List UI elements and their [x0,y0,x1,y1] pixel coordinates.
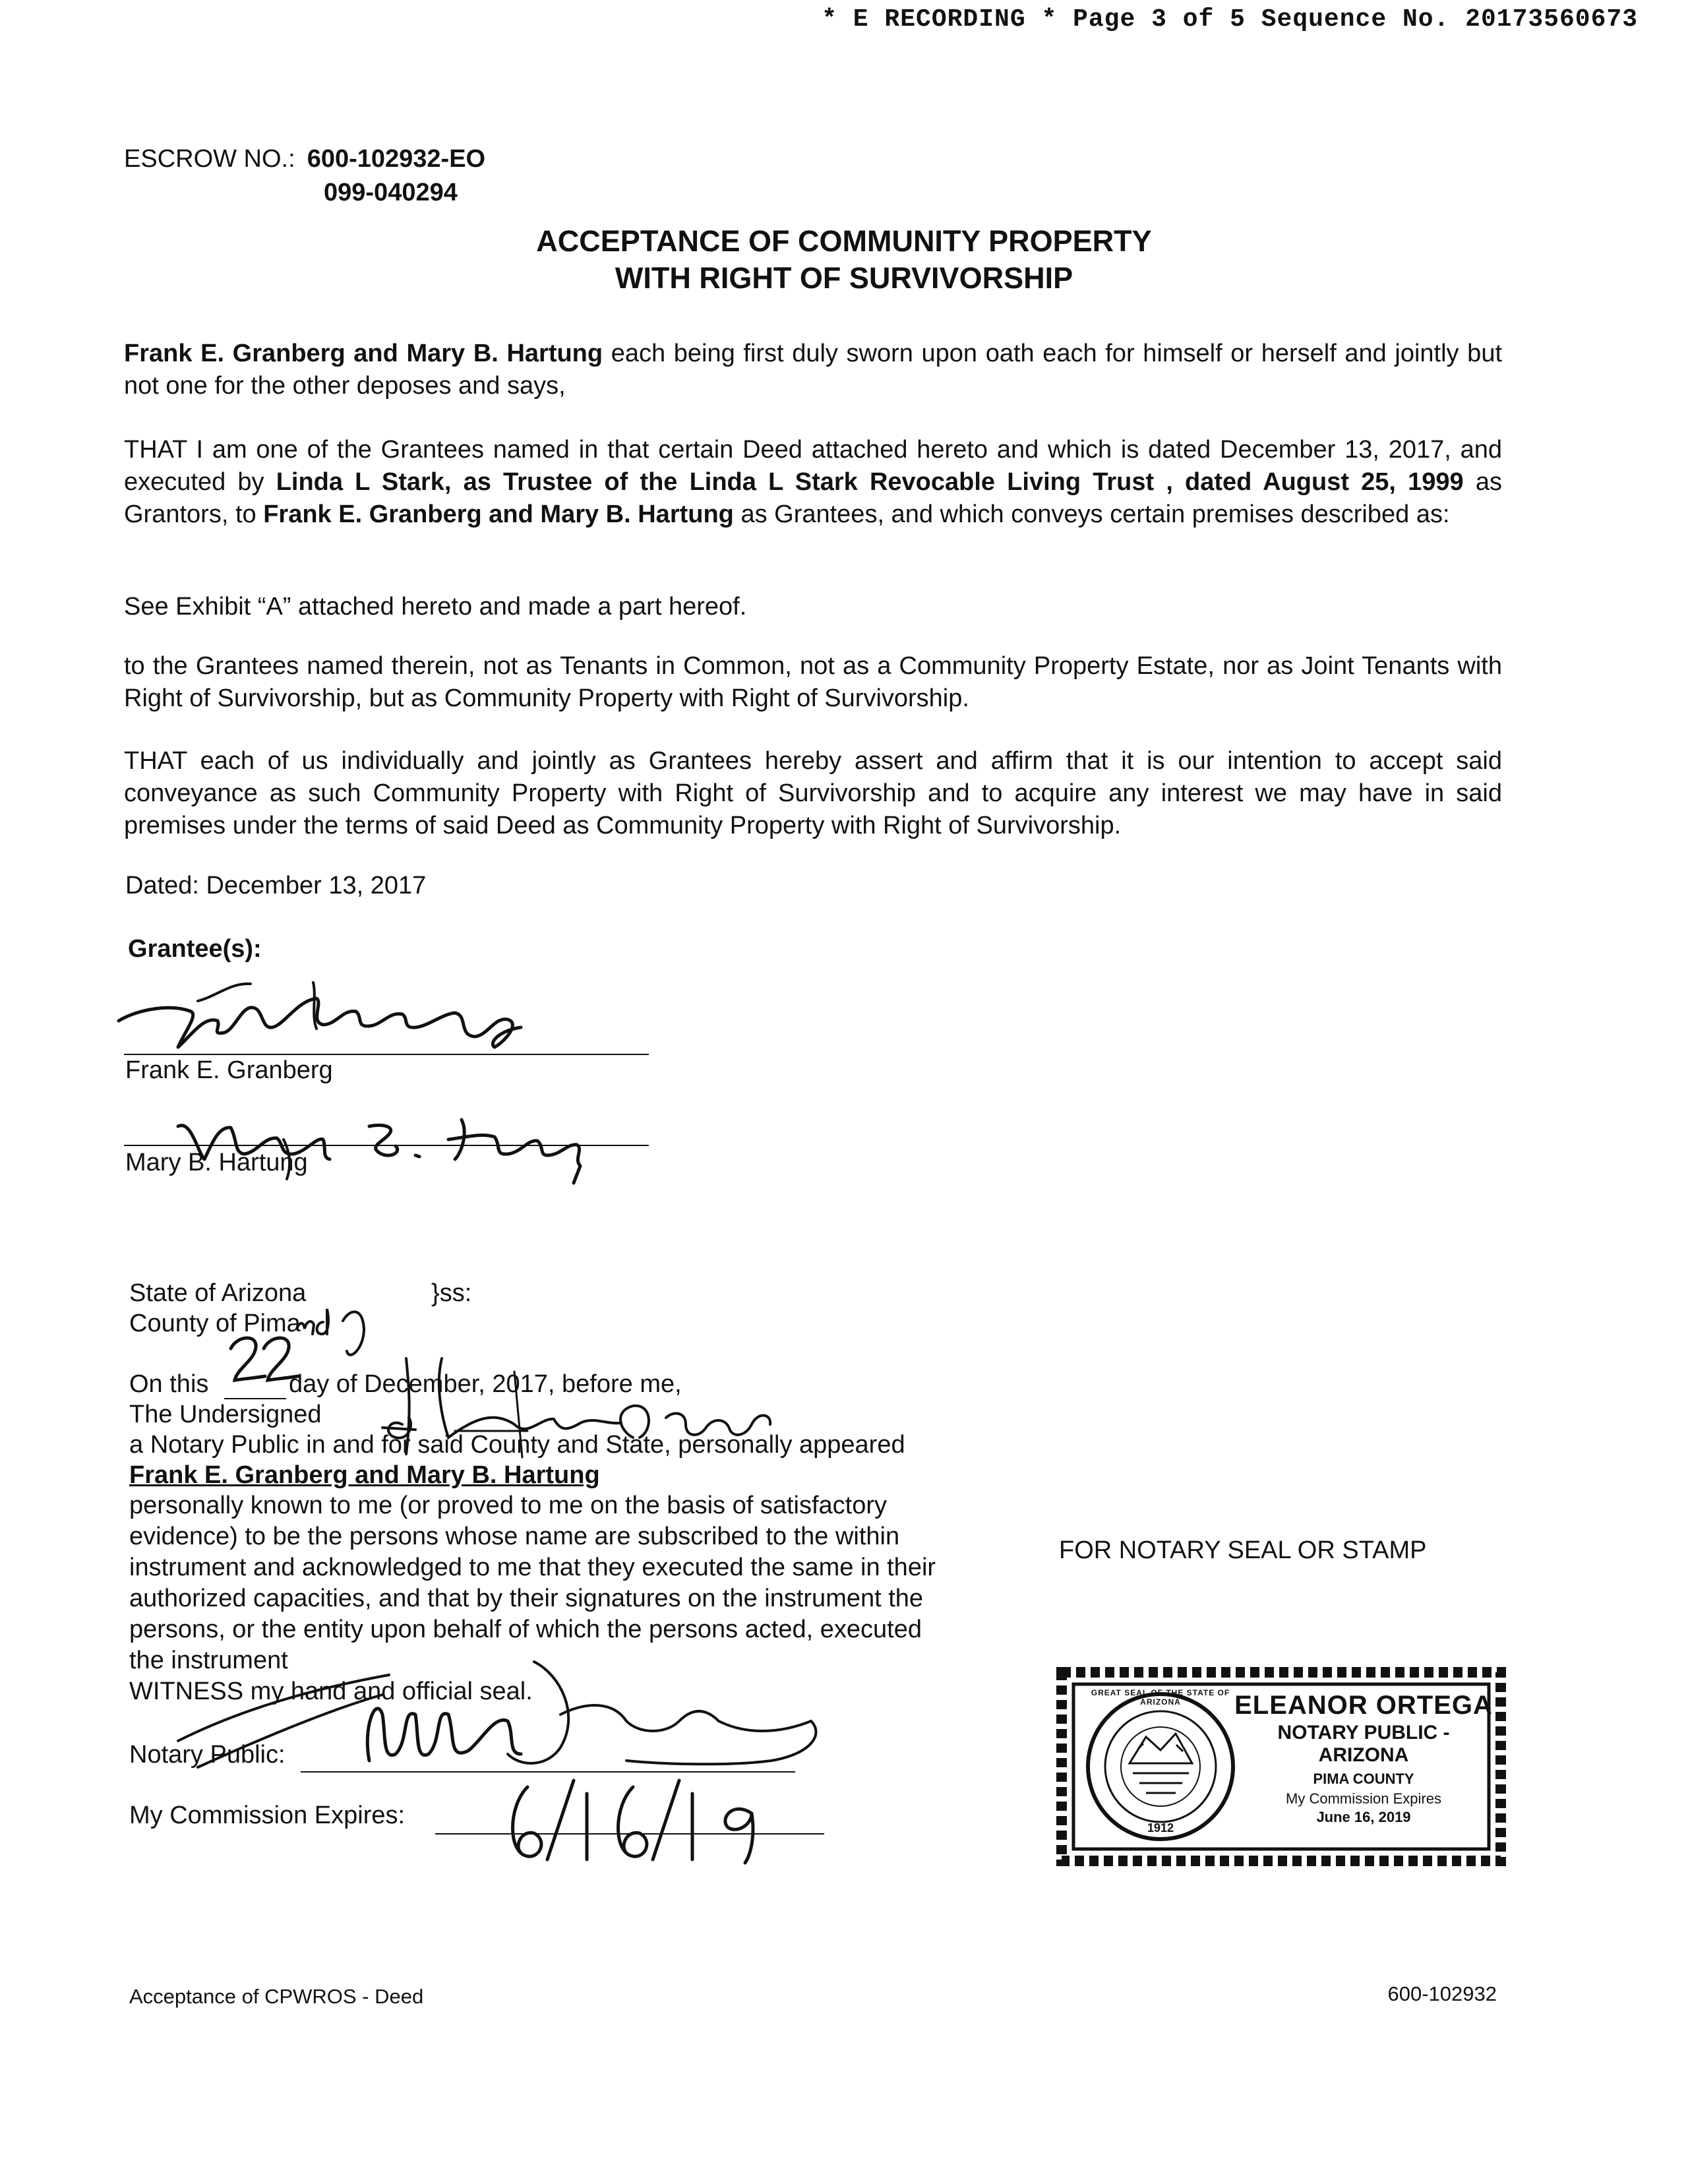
deponent-names: Frank E. Granberg and Mary B. Hartung [124,340,603,367]
paragraph-tenancy: to the Grantees named therein, not as Tenants in Common, not as a Community Property Estate, nor as Joint Tenants with Right of Survivorship, but as Community Property with Right of Survivorship. [124,652,1502,712]
footer-document-name: Acceptance of CPWROS - Deed [129,1985,424,2008]
signer-1-name: Frank E. Granberg [125,1056,333,1084]
venue-state: State of Arizona [129,1279,307,1307]
on-this-label: On this [129,1370,209,1398]
paragraph-2-text-a: THAT I am one of the Grantees named in that certain Deed attached hereto and which is dated December 13, 2017, and executed by [124,436,1502,496]
appeared-names: Frank E. Granberg and Mary B. Hartung [129,1461,600,1489]
state-seal [1084,1687,1237,1840]
seal-year: 1912 [1147,1821,1174,1835]
ack-line-2: evidence) to be the persons whose name are subscribed to the within [129,1523,900,1550]
paragraph-affirmation: THAT each of us individually and jointly as Grantees hereby assert and affirm that it is our intention to accept said conveyance as such Community Property with Right of Survivorship and to acquire any interest we may have in said premises under the terms of said Deed as Community Property with Right of Survivorship. [124,747,1502,839]
notary-signature [165,1635,844,1780]
signature-line-2 [124,1145,649,1146]
signature-line-1 [124,1054,649,1055]
paragraph-deponents [124,338,1502,402]
grantees-heading: Grantee(s): [128,935,262,963]
ack-line-3: instrument and acknowledged to me that they executed the same in their [129,1554,936,1581]
ack-line-5: persons, or the entity upon behalf of which the persons acted, executed [129,1616,922,1643]
recording-header: * E RECORDING * Page 3 of 5 Sequence No. 20173560673 [822,5,1638,34]
paragraph-deed-details [124,434,1502,531]
notary-public-label: Notary Public: [129,1741,286,1769]
ack-line-4: authorized capacities, and that by their signatures on the instrument the [129,1585,924,1612]
stamp-expires-label: My Commission Expires [1286,1790,1441,1807]
escrow-number-2: 099-040294 [324,179,458,206]
venue-county: County of Pima [129,1310,301,1337]
grantor-names: Linda L Stark, as Trustee of the Linda L Stark Revocable Living Trust , dated August 25, 1999 [276,468,1464,496]
seal-ring-text: GREAT SEAL OF THE STATE OF ARIZONA [1091,1688,1230,1707]
document-title-line-1: ACCEPTANCE OF COMMUNITY PROPERTY [536,224,1152,258]
undersigned-label: The Undersigned [129,1401,322,1428]
commission-expires-label: My Commission Expires: [129,1802,406,1829]
paragraph-1-text: each being first duly sworn upon oath each for himself or herself and jointly but not one for the other deposes and says, [124,340,1503,400]
handwritten-expiry-date [501,1767,778,1866]
venue-ss: }ss: [431,1279,472,1307]
paragraph-2-text-c: as Grantors, to [124,468,1502,528]
witness-line: WITNESS my hand and official seal. [129,1678,533,1705]
ack-line-6: the instrument [129,1647,288,1674]
stamp-county: PIMA COUNTY [1313,1771,1414,1787]
notary-public-in-line: a Notary Public in and for said County and State, personally appeared [129,1431,905,1459]
stamp-notary-name: ELEANOR ORTEGA [1234,1691,1493,1720]
dated-line: Dated: December 13, 2017 [125,872,427,899]
seal-area-label: FOR NOTARY SEAL OR STAMP [1059,1536,1427,1564]
stamp-expires-date: June 16, 2019 [1316,1809,1411,1825]
ack-line-1: personally known to me (or proved to me on the basis of satisfactory [129,1492,887,1519]
grantee-names: Frank E. Granberg and Mary B. Hartung [263,501,734,528]
notary-stamp [1054,1664,1509,1869]
signer-2-name: Mary B. Hartung [125,1149,308,1176]
escrow-label: ESCROW NO.: [124,145,295,173]
escrow-block [124,145,717,207]
stamp-text-block [1232,1691,1495,1826]
document-title-line-2: WITH RIGHT OF SURVIVORSHIP [615,261,1073,295]
on-this-rest: day of December, 2017, before me, [289,1370,682,1398]
paragraph-exhibit: See Exhibit “A” attached hereto and made a part hereof. [124,593,747,621]
paragraph-2-text-e: as Grantees, and which conveys certain premises described as: [733,501,1450,528]
footer-escrow-number: 600-102932 [1387,1982,1497,2005]
stamp-notary-title: NOTARY PUBLIC - ARIZONA [1277,1722,1450,1766]
escrow-number-1: 600-102932-EO [307,145,486,173]
